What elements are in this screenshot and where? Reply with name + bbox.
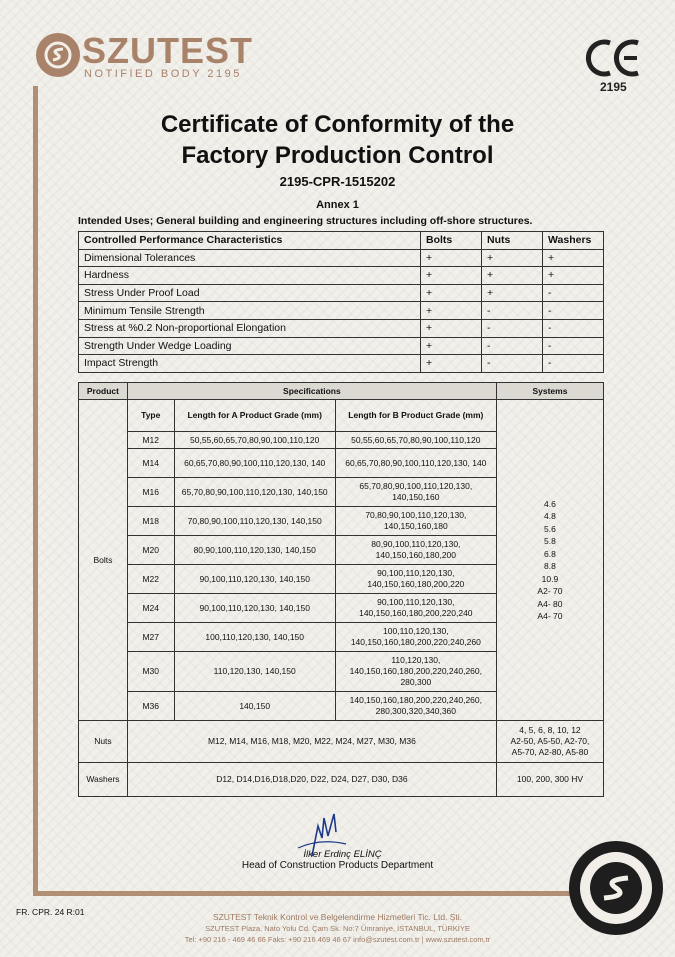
- bolt-type: M16: [127, 478, 174, 507]
- company-seal-icon: [566, 838, 666, 938]
- length-a: 80,90,100,110,120,130, 140,150: [174, 536, 335, 565]
- system-grade: A4- 80: [537, 598, 563, 609]
- form-code: FR. CPR. 24 R:01: [16, 907, 85, 917]
- nuts-cell: -: [482, 302, 543, 320]
- header-washers: Washers: [543, 232, 604, 250]
- bolt-type: M24: [127, 594, 174, 623]
- spec-header-row: [79, 383, 604, 400]
- washers-cell: -: [543, 284, 604, 302]
- nuts-cell: +: [482, 249, 543, 267]
- ce-number: 2195: [600, 80, 627, 94]
- brand-subtitle: NOTIFIED BODY 2195: [84, 68, 242, 80]
- length-a: 70,80,90,100,110,120,130, 140,150: [174, 507, 335, 536]
- washers-row: [79, 763, 604, 797]
- subheader-length-a: Length for A Product Grade (mm): [174, 400, 335, 432]
- length-a: 90,100,110,120,130, 140,150: [174, 594, 335, 623]
- length-b: 50,55,60,65,70,80,90,100,110,120: [335, 432, 496, 449]
- header-characteristics: Controlled Performance Characteristics: [79, 232, 421, 250]
- bolts-cell: +: [421, 267, 482, 285]
- footer-contact: Tel: +90 216 - 469 46 66 Faks: +90 216 469 46 67 info@szutest.com.tr | www.szutest.com.tr: [184, 935, 491, 944]
- nuts-label: Nuts: [79, 721, 128, 763]
- nuts-spec: M12, M14, M16, M18, M20, M22, M24, M27, M30, M36: [127, 721, 496, 763]
- nuts-cell: -: [482, 319, 543, 337]
- length-a: 90,100,110,120,130, 140,150: [174, 565, 335, 594]
- washers-cell: -: [543, 319, 604, 337]
- system-grade: A2-50, A5-50, A2-70,: [510, 736, 590, 746]
- ce-mark-icon: [584, 35, 644, 81]
- bolts-cell: +: [421, 355, 482, 373]
- system-grade: 8.8: [544, 561, 556, 571]
- brand-name: SZUTEST: [82, 30, 254, 71]
- spec-subheader-row: [79, 400, 604, 432]
- length-a: 100,110,120,130, 140,150: [174, 623, 335, 652]
- bolts-cell: +: [421, 302, 482, 320]
- characteristic-cell: Strength Under Wedge Loading: [79, 337, 421, 355]
- bolts-cell: +: [421, 284, 482, 302]
- header-product: Product: [79, 383, 128, 400]
- characteristic-cell: Stress Under Proof Load: [79, 284, 421, 302]
- length-a: 65,70,80,90,100,110,120,130, 140,150: [174, 478, 335, 507]
- performance-table: [78, 231, 604, 373]
- washers-cell: -: [543, 355, 604, 373]
- nuts-cell: -: [482, 337, 543, 355]
- table-row: [79, 355, 604, 373]
- system-grade: 10.9: [541, 573, 559, 584]
- performance-header-row: [79, 232, 604, 250]
- bolt-type: M12: [127, 432, 174, 449]
- length-b: 100,110,120,130, 140,150,160,180,200,220,240,260: [335, 623, 496, 652]
- length-b: 80,90,100,110,120,130, 140,150,160,180,200: [335, 536, 496, 565]
- nuts-cell: +: [482, 267, 543, 285]
- bolt-type: M22: [127, 565, 174, 594]
- signatory-role: Head of Construction Products Department: [241, 860, 434, 871]
- washers-systems: 100, 200, 300 HV: [496, 763, 603, 797]
- system-grade: 5.8: [544, 536, 556, 546]
- table-row: [79, 319, 604, 337]
- intended-uses: Intended Uses; General building and engineering structures including off-shore structures.: [78, 215, 533, 227]
- nuts-row: [79, 721, 604, 763]
- length-b: 90,100,110,120,130, 140,150,160,180,200,220,240: [335, 594, 496, 623]
- page-title-line1: Certificate of Conformity of the: [160, 111, 515, 138]
- characteristic-cell: Impact Strength: [79, 355, 421, 373]
- length-b: 90,100,110,120,130, 140,150,160,180,200,220: [335, 565, 496, 594]
- system-grade: 4, 5, 6, 8, 10, 12: [519, 725, 581, 735]
- bolt-type: M20: [127, 536, 174, 565]
- length-b: 65,70,80,90,100,110,120,130, 140,150,160: [335, 478, 496, 507]
- length-b: 140,150,160,180,200,220,240,260, 280,300,320,340,360: [335, 692, 496, 721]
- subheader-type: Type: [127, 400, 174, 432]
- footer-company: SZUTEST Teknik Kontrol ve Belgelendirme Hizmetleri Tic. Ltd. Şti.: [212, 912, 463, 922]
- washers-label: Washers: [79, 763, 128, 797]
- nuts-systems-cell: [496, 721, 603, 763]
- length-a: 60,65,70,80,90,100,110,120,130, 140: [174, 449, 335, 478]
- bolts-cell: +: [421, 249, 482, 267]
- header-specifications: Specifications: [127, 383, 496, 400]
- length-a: 140,150: [174, 692, 335, 721]
- system-grade: A4- 70: [537, 611, 563, 621]
- header-bolts: Bolts: [421, 232, 482, 250]
- length-a: 50,55,60,65,70,80,90,100,110,120: [174, 432, 335, 449]
- certificate-number: 2195-CPR-1515202: [279, 174, 396, 189]
- header-systems: Systems: [496, 383, 603, 400]
- nuts-cell: +: [482, 284, 543, 302]
- table-row: [79, 267, 604, 285]
- bolt-systems-cell: [496, 400, 603, 721]
- system-grade: 4.8: [544, 511, 556, 521]
- system-grade: 4.6: [544, 498, 556, 509]
- footer-address: SZUTEST Plaza, Nato Yolu Cd. Çam Sk. No:7 Ümraniye, İSTANBUL, TÜRKİYE: [205, 924, 470, 933]
- table-row: [79, 284, 604, 302]
- subheader-length-b: Length for B Product Grade (mm): [335, 400, 496, 432]
- szutest-logo-icon: [36, 33, 80, 77]
- bolt-type: M36: [127, 692, 174, 721]
- specifications-table: [78, 382, 604, 797]
- washers-cell: -: [543, 337, 604, 355]
- bolt-type: M14: [127, 449, 174, 478]
- washers-cell: -: [543, 302, 604, 320]
- bolt-type: M18: [127, 507, 174, 536]
- system-grade: 6.8: [544, 548, 556, 559]
- header-nuts: Nuts: [482, 232, 543, 250]
- characteristic-cell: Stress at %0.2 Non-proportional Elongation: [79, 319, 421, 337]
- bolts-cell: +: [421, 319, 482, 337]
- table-row: [79, 249, 604, 267]
- annex-label: Annex 1: [316, 199, 359, 211]
- signatory-name: İlker Erdinç ELİNÇ: [303, 849, 382, 860]
- characteristic-cell: Dimensional Tolerances: [79, 249, 421, 267]
- length-b: 110,120,130, 140,150,160,180,200,220,240,260, 280,300: [335, 652, 496, 692]
- bolts-cell: +: [421, 337, 482, 355]
- system-grade: A2- 70: [537, 586, 563, 596]
- nuts-cell: -: [482, 355, 543, 373]
- washers-spec: D12, D14,D16,D18,D20, D22, D24, D27, D30, D36: [127, 763, 496, 797]
- length-b: 60,65,70,80,90,100,110,120,130, 140: [335, 449, 496, 478]
- bolt-type: M27: [127, 623, 174, 652]
- table-row: [79, 337, 604, 355]
- page-title-line2: Factory Production Control: [181, 142, 494, 169]
- length-a: 110,120,130, 140,150: [174, 652, 335, 692]
- system-grade: 5.6: [544, 523, 556, 534]
- washers-cell: +: [543, 249, 604, 267]
- bottom-border: [33, 891, 593, 896]
- table-row: [79, 302, 604, 320]
- length-b: 70,80,90,100,110,120,130, 140,150,160,180: [335, 507, 496, 536]
- system-grade: A5-70, A2-80, A5-80: [511, 747, 589, 757]
- characteristic-cell: Minimum Tensile Strength: [79, 302, 421, 320]
- bolt-type: M30: [127, 652, 174, 692]
- characteristic-cell: Hardness: [79, 267, 421, 285]
- washers-cell: +: [543, 267, 604, 285]
- bolts-label: Bolts: [79, 400, 128, 721]
